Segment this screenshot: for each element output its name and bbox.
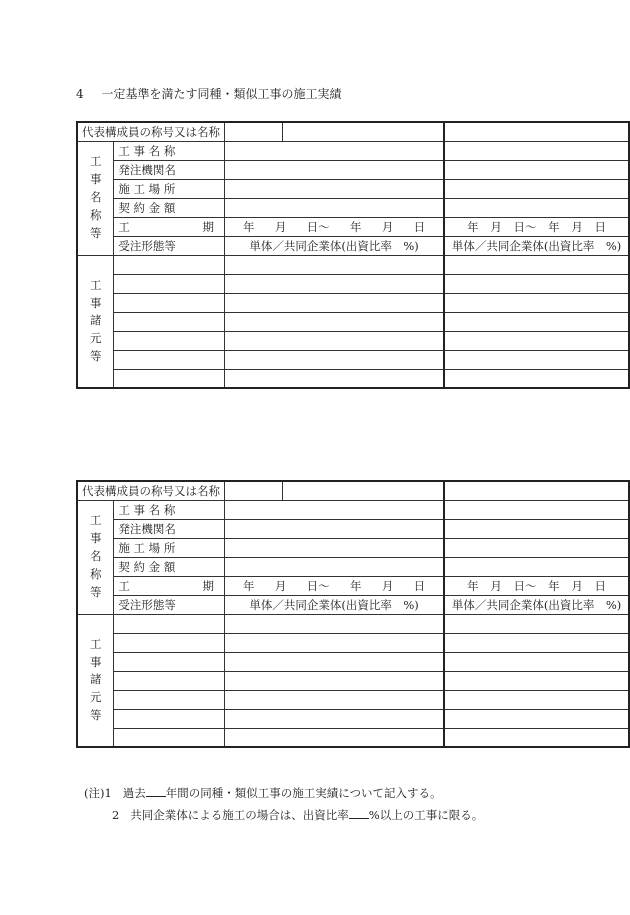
form-b[interactable]: 単体／共同企業体(出資比率 %) xyxy=(444,236,629,255)
cell-b[interactable] xyxy=(444,538,629,557)
ratio-blank[interactable] xyxy=(349,807,369,819)
row-label-juchu: 受注形態等 xyxy=(114,236,225,255)
spec-b[interactable] xyxy=(444,369,629,388)
spec-label[interactable] xyxy=(114,652,225,671)
spec-label[interactable] xyxy=(114,671,225,690)
period-b[interactable]: 年 月 日〜 年 月 日 xyxy=(444,576,629,595)
note-2: 2 共同企業体による施工の場合は、出資比率 %以上の工事に限る。 xyxy=(112,808,484,822)
spec-a[interactable] xyxy=(225,614,445,633)
notes xyxy=(84,782,483,826)
spec-b[interactable] xyxy=(444,255,629,274)
spec-a[interactable] xyxy=(225,652,445,671)
spec-a[interactable] xyxy=(225,369,445,388)
spec-a[interactable] xyxy=(225,293,445,312)
cell-a[interactable] xyxy=(225,519,445,538)
spec-b[interactable] xyxy=(444,350,629,369)
rep-empty-a[interactable] xyxy=(282,481,444,500)
section-heading xyxy=(76,85,341,102)
cell-a[interactable] xyxy=(225,500,445,519)
spec-b[interactable] xyxy=(444,614,629,633)
spec-label[interactable] xyxy=(114,331,225,350)
spec-b[interactable] xyxy=(444,293,629,312)
form-a[interactable]: 単体／共同企業体(出資比率 %) xyxy=(225,595,445,614)
row-label-juchu: 受注形態等 xyxy=(114,595,225,614)
group-label-kouji-shogen: 工 事 諸 元 等 xyxy=(77,614,114,747)
spec-label[interactable] xyxy=(114,614,225,633)
cell-a[interactable] xyxy=(225,538,445,557)
rep-input[interactable] xyxy=(225,122,283,141)
spec-b[interactable] xyxy=(444,331,629,350)
spec-label[interactable] xyxy=(114,274,225,293)
row-label-kouki: 工 期 xyxy=(114,576,225,595)
record-table-2 xyxy=(76,480,630,748)
rep-empty-a[interactable] xyxy=(282,122,444,141)
spec-label[interactable] xyxy=(114,312,225,331)
rep-label: 代表構成員の称号又は名称 xyxy=(77,481,225,500)
cell-b[interactable] xyxy=(444,519,629,538)
note-1: (注)1 過去 年間の同種・類似工事の施工実績について記入する。 xyxy=(84,786,442,800)
row-label-kouji-meishou: 工 事 名 称 xyxy=(114,500,225,519)
spec-a[interactable] xyxy=(225,350,445,369)
spec-b[interactable] xyxy=(444,274,629,293)
spec-a[interactable] xyxy=(225,728,445,747)
spec-b[interactable] xyxy=(444,312,629,331)
row-label-sekou-basho: 施 工 場 所 xyxy=(114,538,225,557)
period-a[interactable]: 年 月 日〜 年 月 日 xyxy=(225,217,445,236)
rep-empty-b[interactable] xyxy=(444,481,629,500)
spec-b[interactable] xyxy=(444,690,629,709)
row-label-kouki: 工 期 xyxy=(114,217,225,236)
cell-b[interactable] xyxy=(444,557,629,576)
section-number: 4 xyxy=(76,87,84,101)
row-label-hacchu: 発注機関名 xyxy=(114,160,225,179)
spec-b[interactable] xyxy=(444,671,629,690)
cell-a[interactable] xyxy=(225,557,445,576)
period-a[interactable]: 年 月 日〜 年 月 日 xyxy=(225,576,445,595)
cell-b[interactable] xyxy=(444,500,629,519)
spec-a[interactable] xyxy=(225,255,445,274)
row-label-keiyaku: 契 約 金 額 xyxy=(114,198,225,217)
spec-label[interactable] xyxy=(114,369,225,388)
rep-input[interactable] xyxy=(225,481,283,500)
cell-a[interactable] xyxy=(225,160,445,179)
spec-a[interactable] xyxy=(225,331,445,350)
spec-a[interactable] xyxy=(225,690,445,709)
cell-a[interactable] xyxy=(225,141,445,160)
row-label-keiyaku: 契 約 金 額 xyxy=(114,557,225,576)
years-blank[interactable] xyxy=(146,785,166,797)
cell-b[interactable] xyxy=(444,141,629,160)
rep-empty-b[interactable] xyxy=(444,122,629,141)
spec-a[interactable] xyxy=(225,709,445,728)
row-label-sekou-basho: 施 工 場 所 xyxy=(114,179,225,198)
row-label-kouji-meishou: 工 事 名 称 xyxy=(114,141,225,160)
spec-label[interactable] xyxy=(114,709,225,728)
spec-a[interactable] xyxy=(225,671,445,690)
cell-a[interactable] xyxy=(225,179,445,198)
record-table-1 xyxy=(76,121,630,389)
period-b[interactable]: 年 月 日〜 年 月 日 xyxy=(444,217,629,236)
spec-label[interactable] xyxy=(114,633,225,652)
group-label-kouji-meishou: 工 事 名 称 等 xyxy=(77,500,114,614)
spec-b[interactable] xyxy=(444,728,629,747)
form-b[interactable]: 単体／共同企業体(出資比率 %) xyxy=(444,595,629,614)
rep-label: 代表構成員の称号又は名称 xyxy=(77,122,225,141)
group-label-kouji-meishou: 工 事 名 称 等 xyxy=(77,141,114,255)
spec-a[interactable] xyxy=(225,274,445,293)
cell-b[interactable] xyxy=(444,160,629,179)
spec-label[interactable] xyxy=(114,293,225,312)
spec-b[interactable] xyxy=(444,652,629,671)
row-label-hacchu: 発注機関名 xyxy=(114,519,225,538)
spec-a[interactable] xyxy=(225,633,445,652)
section-title: 一定基準を満たす同種・類似工事の施工実績 xyxy=(101,87,342,101)
group-label-kouji-shogen: 工 事 諸 元 等 xyxy=(77,255,114,388)
spec-label[interactable] xyxy=(114,350,225,369)
form-a[interactable]: 単体／共同企業体(出資比率 %) xyxy=(225,236,445,255)
spec-b[interactable] xyxy=(444,709,629,728)
cell-b[interactable] xyxy=(444,179,629,198)
cell-a[interactable] xyxy=(225,198,445,217)
spec-b[interactable] xyxy=(444,633,629,652)
spec-label[interactable] xyxy=(114,690,225,709)
spec-label[interactable] xyxy=(114,255,225,274)
cell-b[interactable] xyxy=(444,198,629,217)
spec-label[interactable] xyxy=(114,728,225,747)
spec-a[interactable] xyxy=(225,312,445,331)
